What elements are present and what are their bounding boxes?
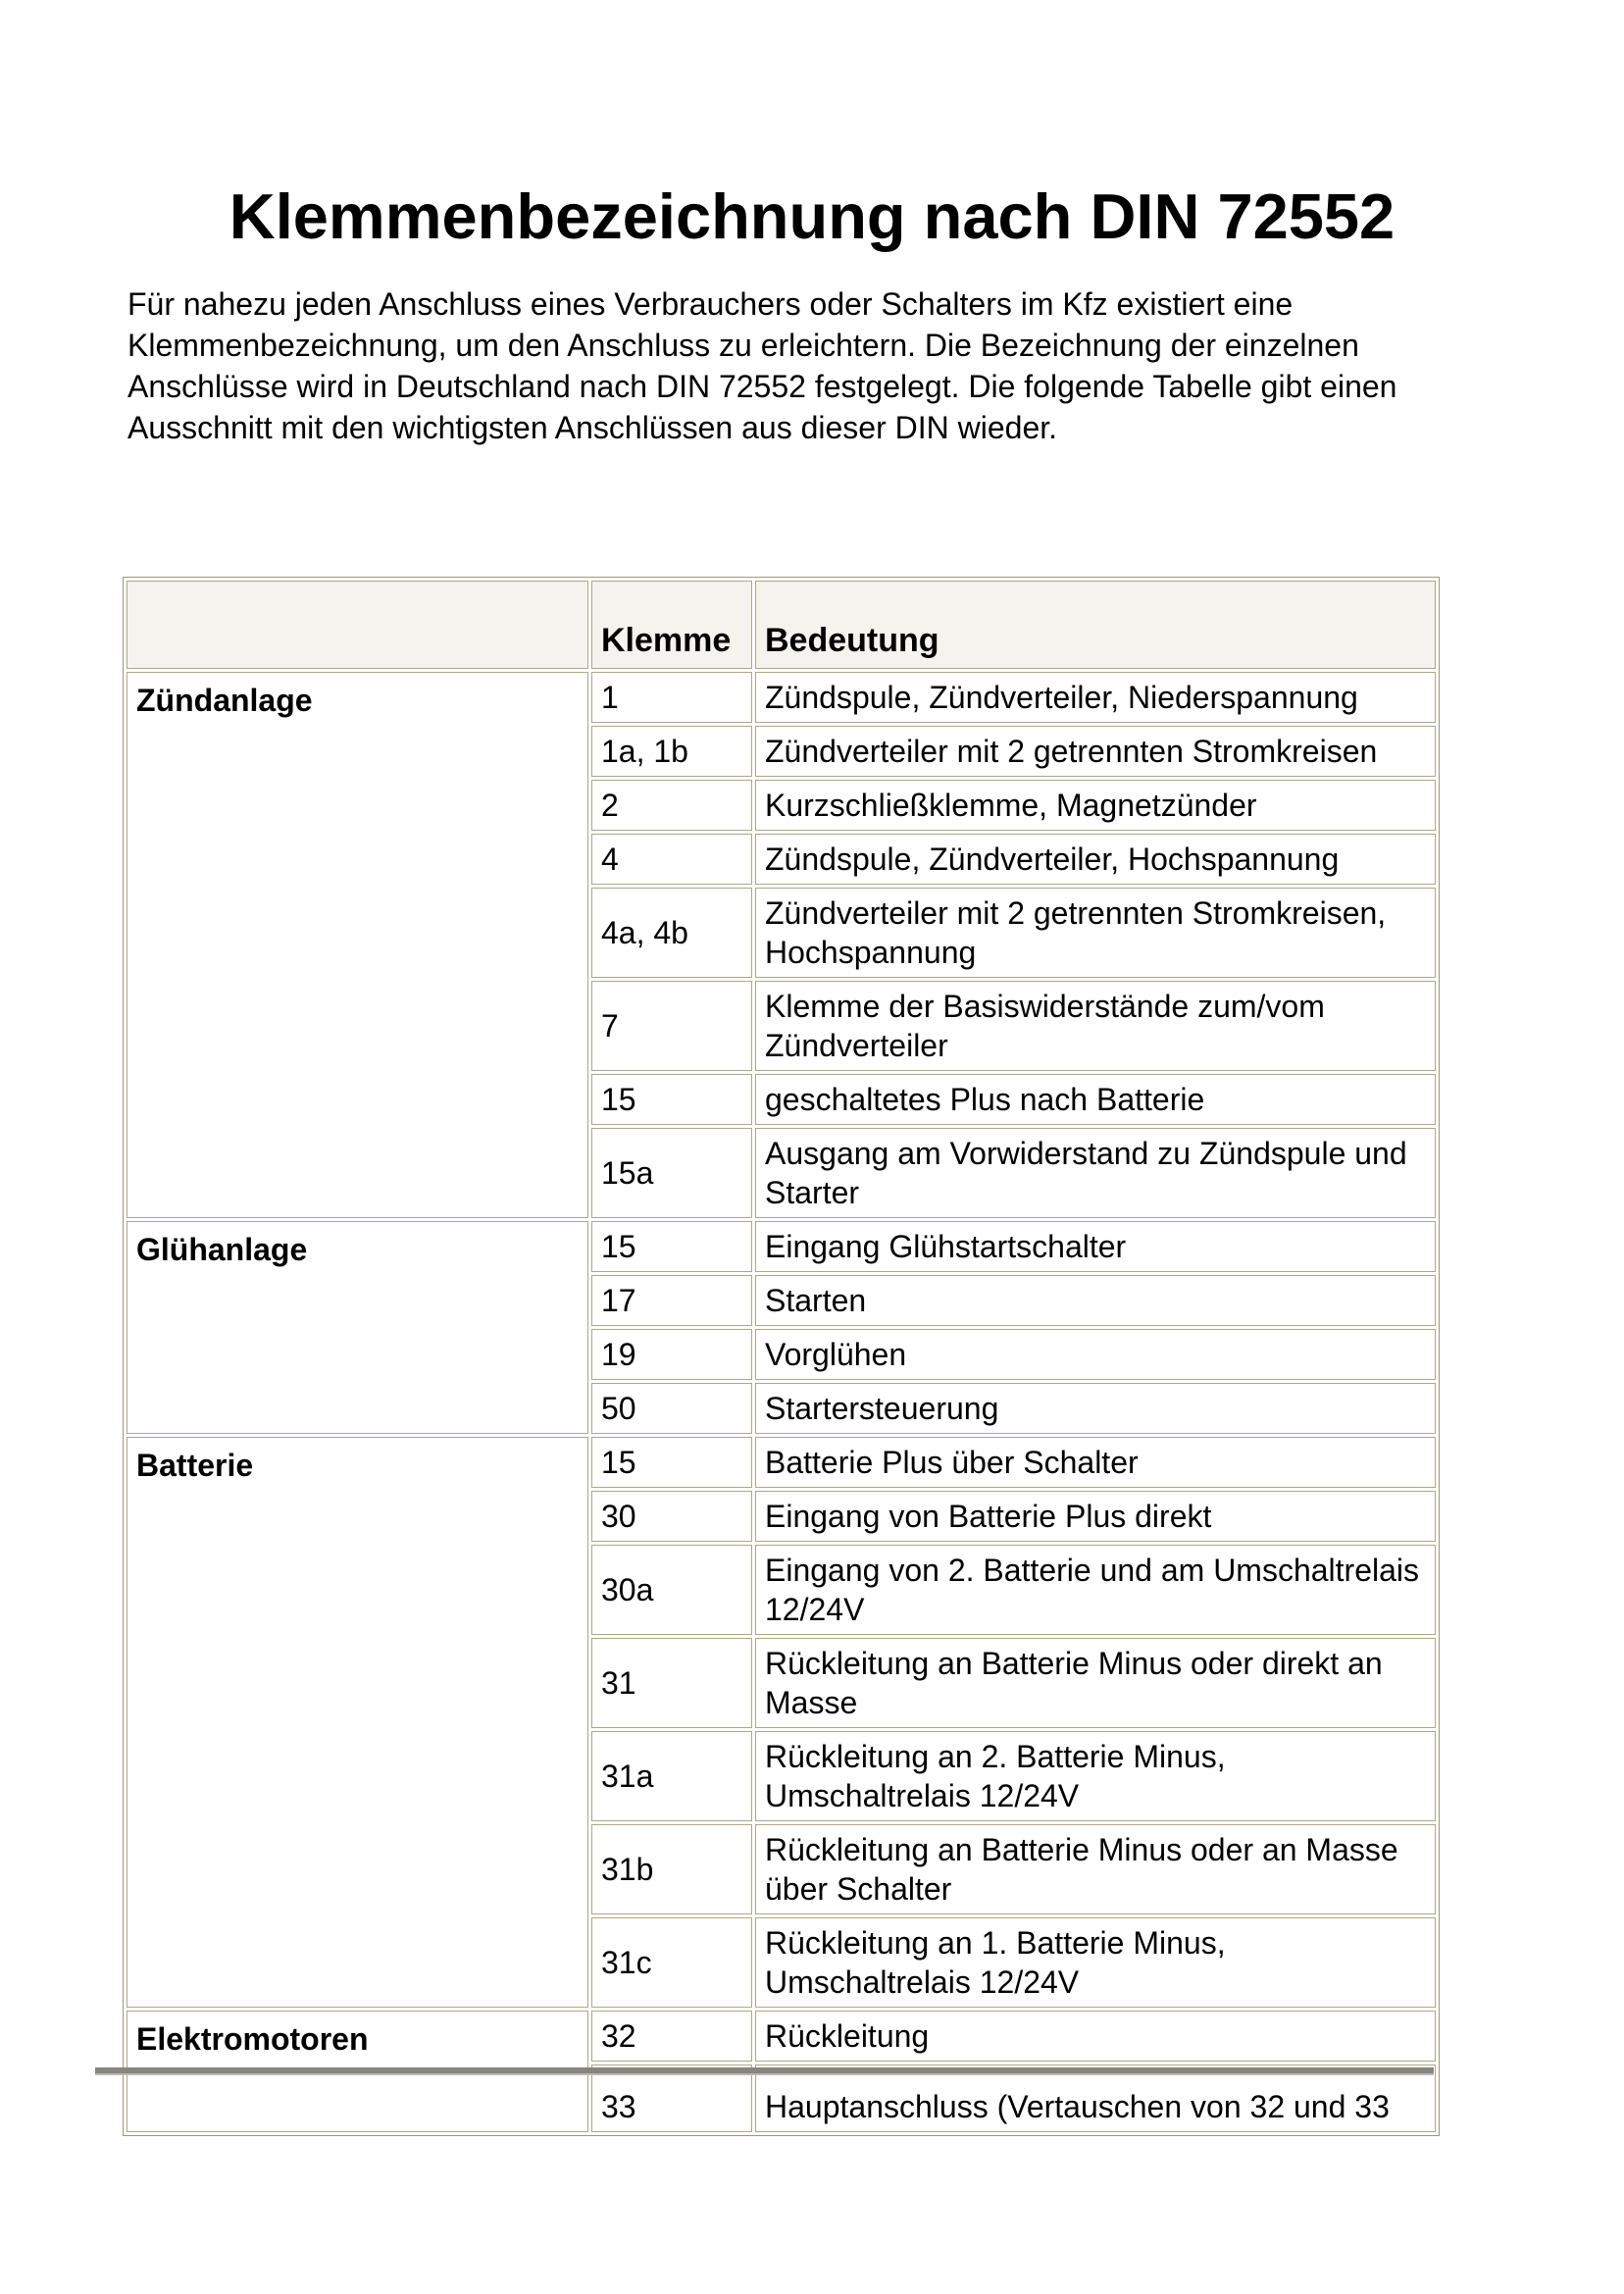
klemme-cell: 33 xyxy=(591,2065,752,2132)
page-title: Klemmenbezeichnung nach DIN 72552 xyxy=(228,180,1396,252)
bedeutung-cell: Eingang von Batterie Plus direkt xyxy=(755,1491,1436,1542)
table-row xyxy=(127,2011,1436,2062)
bedeutung-cell: Starten xyxy=(755,1275,1436,1326)
din-72552-table xyxy=(123,577,1440,2136)
bedeutung-cell: Eingang von 2. Batterie und am Umschaltrelais 12/24V xyxy=(755,1545,1436,1635)
page-cut-line xyxy=(95,2067,1434,2075)
bedeutung-cell: Rückleitung an Batterie Minus oder direkt an Masse xyxy=(755,1638,1436,1728)
bedeutung-cell: Zündspule, Zündverteiler, Hochspannung xyxy=(755,834,1436,885)
table-row xyxy=(127,1221,1436,1272)
bedeutung-cell: Zündverteiler mit 2 getrennten Stromkreisen, Hochspannung xyxy=(755,888,1436,978)
klemme-cell: 2 xyxy=(591,780,752,831)
klemme-cell: 15 xyxy=(591,1437,752,1488)
bedeutung-cell: Rückleitung an Batterie Minus oder an Masse über Schalter xyxy=(755,1824,1436,1914)
group-cell: Zündanlage xyxy=(127,672,588,1218)
klemme-cell: 19 xyxy=(591,1329,752,1380)
bedeutung-cell: Zündverteiler mit 2 getrennten Stromkreisen xyxy=(755,726,1436,777)
klemme-cell: 30a xyxy=(591,1545,752,1635)
bedeutung-cell: Rückleitung an 2. Batterie Minus, Umschaltrelais 12/24V xyxy=(755,1731,1436,1821)
bedeutung-cell: Rückleitung xyxy=(755,2011,1436,2062)
klemme-cell: 31a xyxy=(591,1731,752,1821)
klemme-cell: 31b xyxy=(591,1824,752,1914)
klemme-cell: 31 xyxy=(591,1638,752,1728)
klemme-cell: 15a xyxy=(591,1128,752,1218)
intro-paragraph: Für nahezu jeden Anschluss eines Verbrauchers oder Schalters im Kfz existiert eine Klemmenbezeichnung, um den Anschluss zu erleichtern. Die Bezeichnung der einzelnen Anschlüsse wird in Deutschland nach DIN 72552 festgelegt. Die folgende Tabelle gibt einen Ausschnitt mit den wichtigsten Anschlüssen aus dieser DIN wieder. xyxy=(127,286,1397,445)
header-cell-klemme: Klemme xyxy=(591,581,752,669)
bedeutung-cell: Batterie Plus über Schalter xyxy=(755,1437,1436,1488)
bedeutung-cell: Zündspule, Zündverteiler, Niederspannung xyxy=(755,672,1436,723)
table-header-row xyxy=(127,581,1436,669)
klemme-cell: 7 xyxy=(591,981,752,1071)
klemme-cell: 1 xyxy=(591,672,752,723)
bedeutung-cell: Ausgang am Vorwiderstand zu Zündspule und Starter xyxy=(755,1128,1436,1218)
header-cell-bedeutung: Bedeutung xyxy=(755,581,1436,669)
table-header xyxy=(127,581,1436,669)
klemme-cell: 30 xyxy=(591,1491,752,1542)
table-row xyxy=(127,672,1436,723)
klemme-cell: 15 xyxy=(591,1074,752,1125)
bedeutung-cell: Kurzschließklemme, Magnetzünder xyxy=(755,780,1436,831)
bedeutung-cell: Hauptanschluss (Vertauschen von 32 und 33 xyxy=(755,2065,1436,2132)
klemme-cell: 32 xyxy=(591,2011,752,2062)
table-viewport xyxy=(123,577,1441,2124)
klemme-cell: 1a, 1b xyxy=(591,726,752,777)
bedeutung-cell: Eingang Glühstartschalter xyxy=(755,1221,1436,1272)
bedeutung-cell: geschaltetes Plus nach Batterie xyxy=(755,1074,1436,1125)
bedeutung-cell: Klemme der Basiswiderstände zum/vom Zündverteiler xyxy=(755,981,1436,1071)
table-body xyxy=(127,672,1436,2132)
group-cell: Batterie xyxy=(127,1437,588,2008)
table-row xyxy=(127,1437,1436,1488)
header-cell-group xyxy=(127,581,588,669)
bedeutung-cell: Startersteuerung xyxy=(755,1383,1436,1434)
bedeutung-cell: Rückleitung an 1. Batterie Minus, Umschaltrelais 12/24V xyxy=(755,1917,1436,2008)
klemme-cell: 4 xyxy=(591,834,752,885)
klemme-cell: 4a, 4b xyxy=(591,888,752,978)
bedeutung-cell: Vorglühen xyxy=(755,1329,1436,1380)
klemme-cell: 17 xyxy=(591,1275,752,1326)
group-cell: Glühanlage xyxy=(127,1221,588,1434)
group-cell: Elektromotoren xyxy=(127,2011,588,2132)
klemme-cell: 50 xyxy=(591,1383,752,1434)
klemme-cell: 15 xyxy=(591,1221,752,1272)
klemme-cell: 31c xyxy=(591,1917,752,2008)
